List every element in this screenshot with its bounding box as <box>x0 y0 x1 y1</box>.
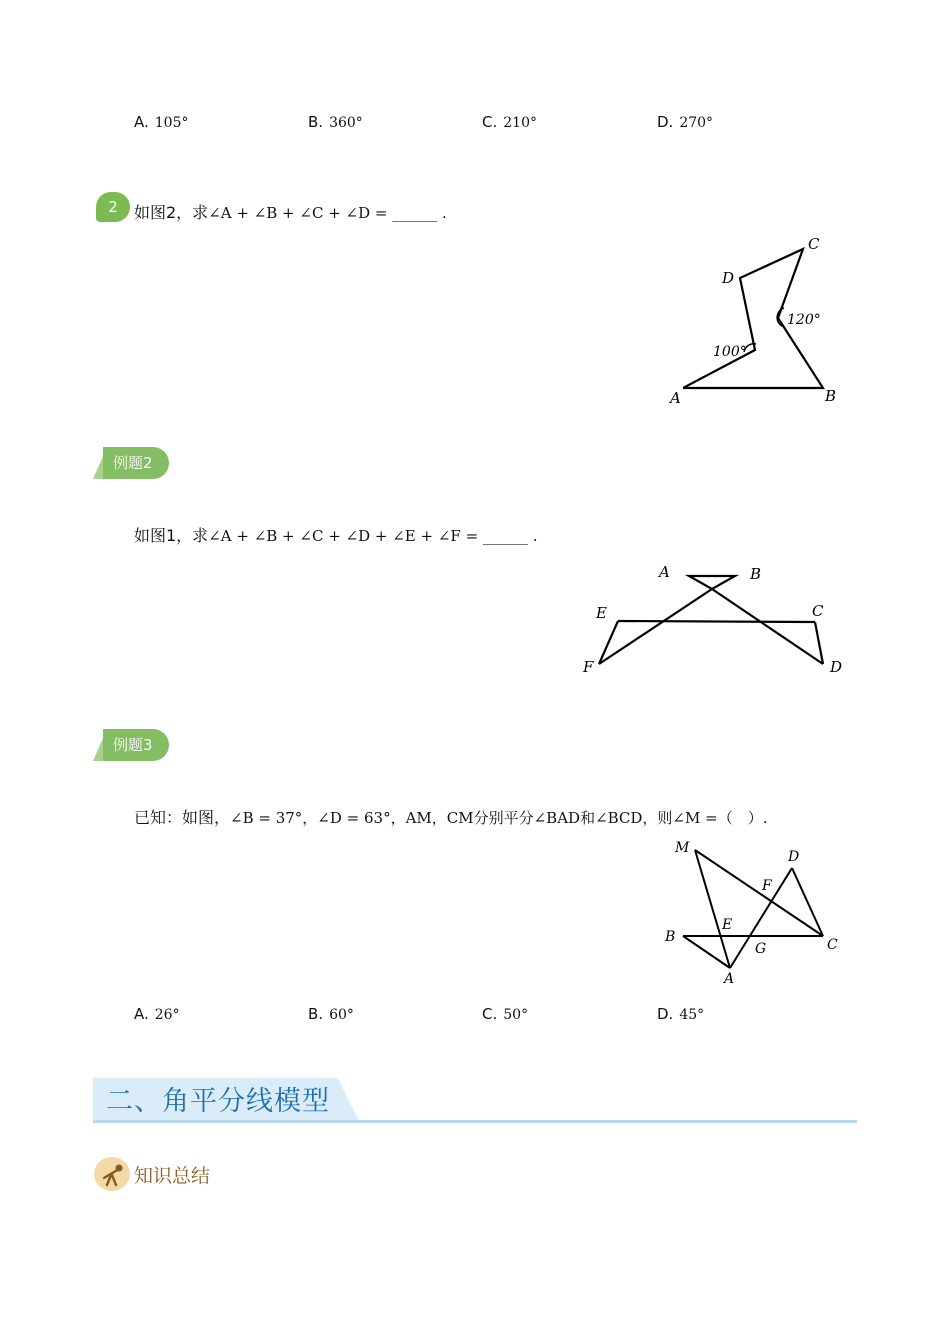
example3-label-b: B <box>665 929 676 945</box>
q2-label-a: A <box>670 389 681 407</box>
example3-label-m: M <box>675 840 690 856</box>
q2-angle-100: 100° <box>713 344 747 360</box>
q2-text: 如图2，求∠A + ∠B + ∠C + ∠D = ______ . <box>134 203 447 222</box>
example2-label-b: B <box>750 565 762 583</box>
example3-label-g: G <box>755 941 767 957</box>
example2-label-d: D <box>830 658 843 676</box>
example2-lines <box>599 576 823 664</box>
example2-label-f: F <box>583 658 594 676</box>
example2-label-c: C <box>812 602 824 620</box>
example3-label-c: C <box>827 937 838 953</box>
q1-option-a[interactable]: A. 105° <box>134 113 189 131</box>
q1-option-c[interactable]: C. 210° <box>482 113 537 131</box>
example3-label-a: A <box>724 971 735 987</box>
example3-lines <box>683 850 823 968</box>
example-tag-3: 例题3 <box>93 729 169 761</box>
example-tag-2: 例题2 <box>93 447 169 479</box>
ex3-option-c[interactable]: C. 50° <box>482 1005 529 1023</box>
q2-label-c: C <box>808 235 820 253</box>
example2-text: 如图1，求∠A + ∠B + ∠C + ∠D + ∠E + ∠F = ______ . <box>134 526 538 545</box>
q2-figure <box>660 228 860 413</box>
ex3-option-b[interactable]: B. 60° <box>308 1005 354 1023</box>
q1-option-b[interactable]: B. 360° <box>308 113 363 131</box>
q2-angle-120: 120° <box>787 312 821 328</box>
section-divider <box>93 1120 857 1123</box>
example3-text: 已知：如图，∠B = 37°，∠D = 63°，AM，CM分别平分∠BAD和∠BCD，则∠M =（ ）. <box>134 808 768 827</box>
example3-figure <box>655 832 855 992</box>
example3-label-f: F <box>762 878 772 894</box>
example2-label-a: A <box>659 563 670 581</box>
ex3-option-d[interactable]: D. 45° <box>657 1005 705 1023</box>
q2-label-d: D <box>722 269 735 287</box>
example3-label-d: D <box>788 849 800 865</box>
section-title: 二、角平分线模型 <box>106 1086 330 1117</box>
question-number-badge: 2 <box>96 192 130 222</box>
example3-label-e: E <box>722 917 733 933</box>
q1-option-d[interactable]: D. 270° <box>657 113 714 131</box>
ex3-option-a[interactable]: A. 26° <box>134 1005 180 1023</box>
q2-label-b: B <box>825 387 837 405</box>
example2-figure <box>575 555 860 685</box>
example2-label-e: E <box>596 604 607 622</box>
telescope-icon <box>94 1157 130 1191</box>
knowledge-summary-title: 知识总结 <box>134 1165 211 1187</box>
